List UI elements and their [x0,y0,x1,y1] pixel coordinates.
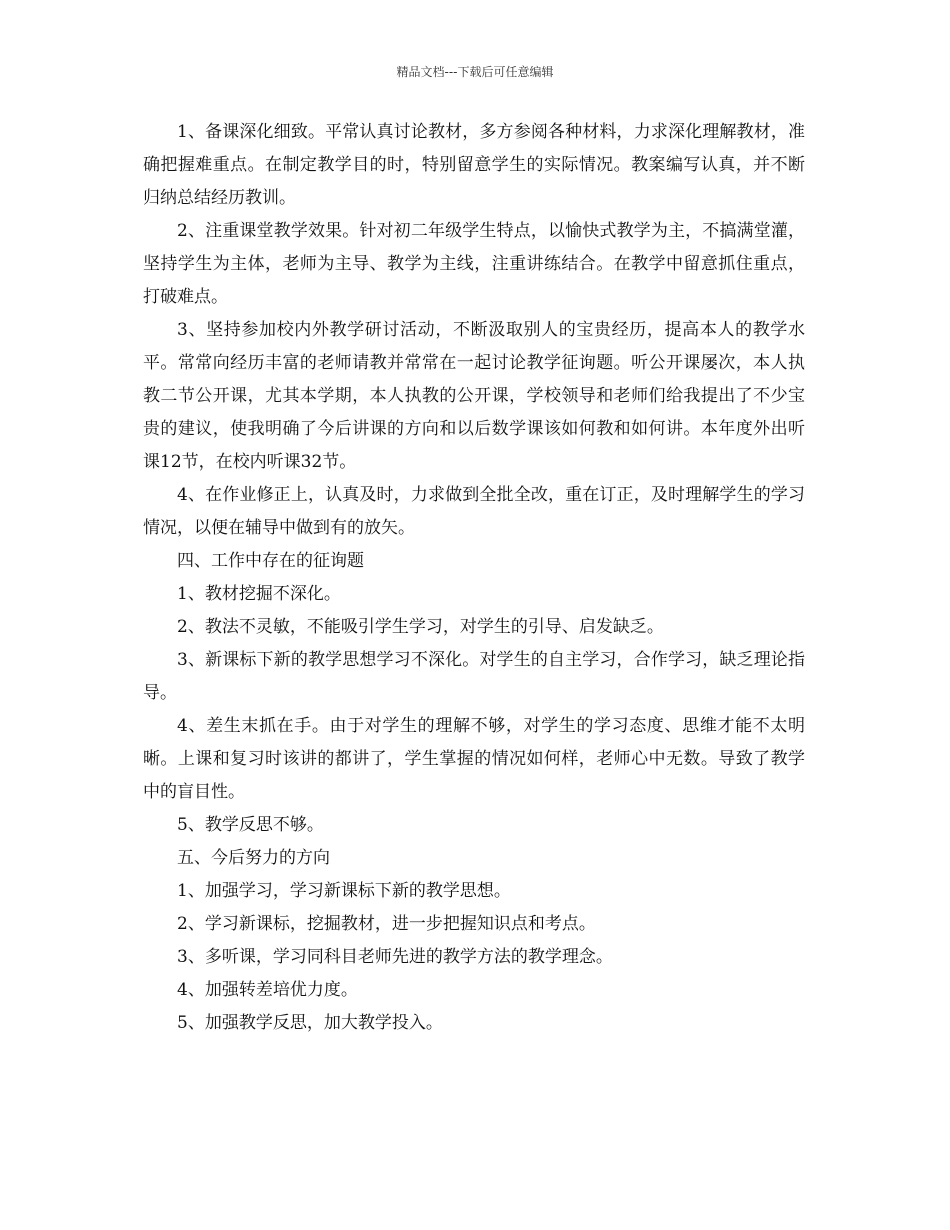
section-heading-5: 五、今后努力的方向 [177,848,330,868]
list-item: 5、教学反思不够。 [177,815,324,835]
list-item: 3、多听课，学习同科目老师先进的教学方法的教学理念。 [177,947,613,967]
list-item: 2、教法不灵敏，不能吸引学生学习，对学生的引导、启发缺乏。 [177,617,664,637]
list-item: 4、差生末抓在手。由于对学生的理解不够，对学生的学习态度、思维才能不太明晰。上课和复习时该讲的都讲了，学生掌握的情况如何样，老师心中无数。导致了教学中的盲目性。 [143,716,805,802]
list-item: 5、加强教学反思，加大教学投入。 [177,1013,443,1033]
list-item: 1、教材挖掘不深化。 [177,584,341,604]
list-item: 3、新课标下新的教学思想学习不深化。对学生的自主学习，合作学习，缺乏理论指导。 [143,650,805,703]
page-header: 精品文档---下载后可任意编辑 [396,65,554,79]
document-body [143,116,805,1040]
list-item: 2、学习新课标，挖掘教材，进一步把握知识点和考点。 [177,914,596,934]
list-item: 1、加强学习，学习新课标下新的教学思想。 [177,881,511,901]
paragraph-2: 2、注重课堂教学效果。针对初二年级学生特点，以愉快式教学为主，不搞满堂灌，坚持学生为主体，老师为主导、教学为主线，注重讲练结合。在教学中留意抓住重点，打破难点。 [143,221,805,307]
paragraph-1: 1、备课深化细致。平常认真讨论教材，多方参阅各种材料，力求深化理解教材，准确把握难重点。在制定教学目的时，特别留意学生的实际情况。教案编写认真，并不断归纳总结经历教训。 [143,122,805,208]
section-heading-4: 四、工作中存在的征询题 [177,551,364,571]
paragraph-4: 4、在作业修正上，认真及时，力求做到全批全改，重在订正，及时理解学生的学习情况，以便在辅导中做到有的放矢。 [143,485,805,538]
list-item: 4、加强转差培优力度。 [177,980,358,1000]
paragraph-3: 3、坚持参加校内外教学研讨活动，不断汲取别人的宝贵经历，提高本人的教学水平。常常向经历丰富的老师请教并常常在一起讨论教学征询题。听公开课屡次，本人执教二节公开课，尤其本学期，本人执教的公开课，学校领导和老师们给我提出了不少宝贵的建议，使我明确了今后讲课的方向和以后数学课该如何教和如何讲。本年度外出听课12节，在校内听课32节。 [143,320,805,472]
